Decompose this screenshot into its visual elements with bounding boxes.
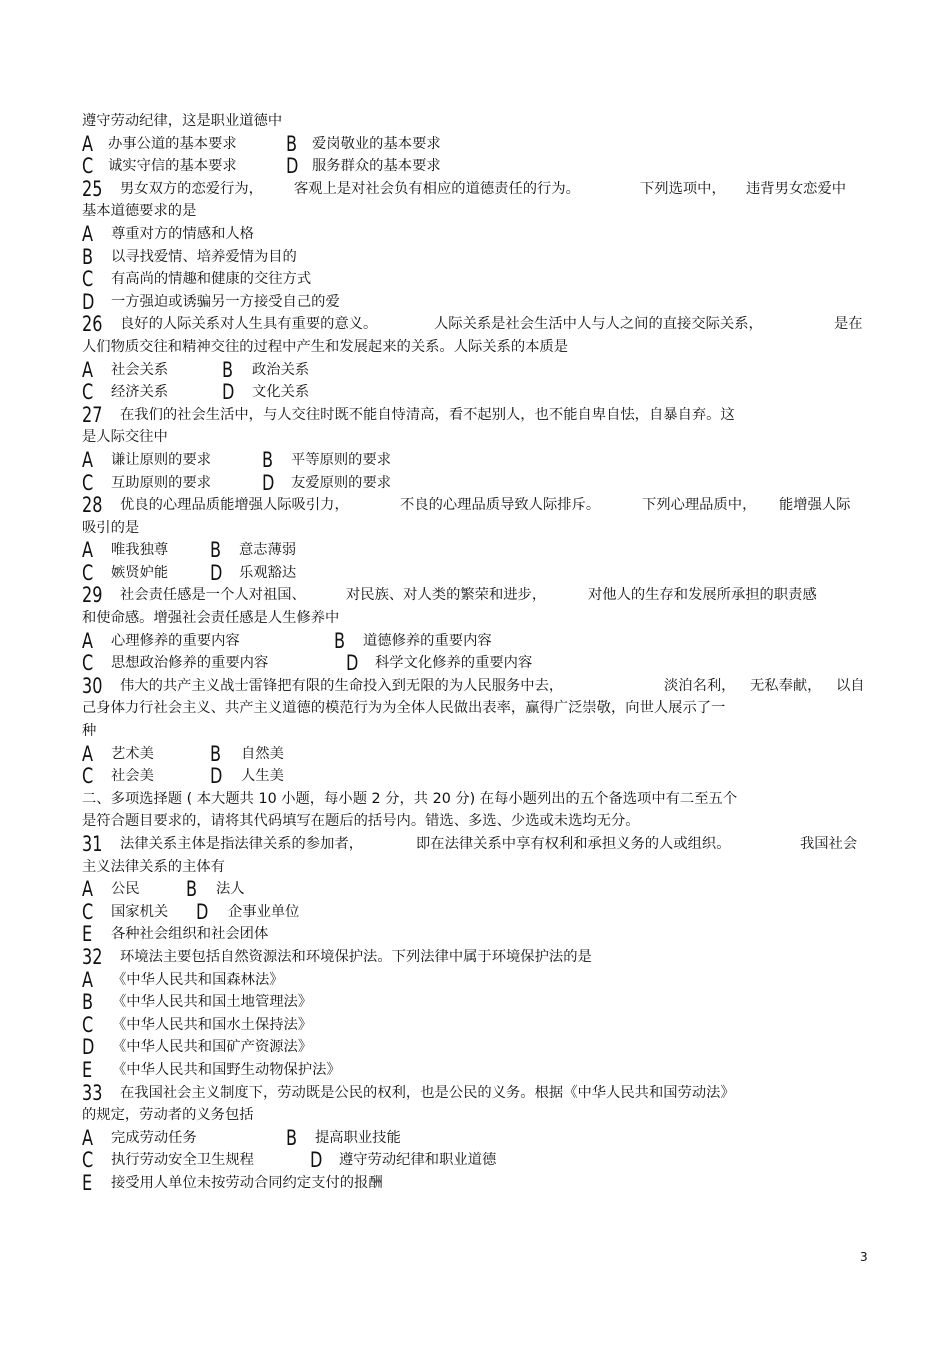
question-number: 27 [82,402,103,427]
q30-option-d: D 人生美 [210,764,284,789]
q29-option-c: C 思想政治修养的重要内容 [82,651,269,676]
question-number: 25 [82,176,103,201]
q27-option-d: D 友爱原则的要求 [262,470,392,495]
q25-option-c: C 有高尚的情趣和健康的交往方式 [82,267,312,292]
q24-option-c: C 诚实守信的基本要求 [82,154,237,179]
question-30-line-1: 30 伟大的共产主义战士雷锋把有限的生命投入到无限的为人民服务中去， 淡泊名利， 无私奉献， 以自 [82,673,865,698]
q24-options-row-1 [82,133,872,156]
q32-option-a: A 《中华人民共和国森林法》 [82,967,284,992]
q31-option-d: D 企事业单位 [196,899,300,924]
q26-option-a: A 社会关系 [82,357,169,382]
q25-option-b: B 以寻找爱情、培养爱情为目的 [82,244,297,269]
q33-option-b: B 提高职业技能 [286,1125,401,1150]
question-number: 32 [82,944,103,969]
q28-option-a: A 唯我独尊 [82,538,169,563]
q24-option-d: D 服务群众的基本要求 [286,154,441,179]
q32-option-c: C 《中华人民共和国水土保持法》 [82,1012,313,1037]
question-26-line-1: 26 良好的人际关系对人生具有重要的意义。 人际关系是社会生活中人与人之间的直接交际关系， 是在 [82,312,863,337]
q26-option-d: D 文化关系 [222,380,310,405]
q28-options-row-2 [82,562,872,585]
q30-options-row-2 [82,765,872,788]
q33-options-row-2 [82,1149,872,1172]
q28-option-d: D 乐观豁达 [210,560,297,585]
question-number: 29 [82,583,103,608]
q28-option-c: C 嫉贤妒能 [82,560,169,585]
q26-options-row-2 [82,381,872,404]
question-33-line-1: 33 在我国社会主义制度下，劳动既是公民的权利，也是公民的义务。根据《中华人民共和国劳动法》 [82,1080,735,1105]
question-number: 28 [82,493,103,518]
q33-option-e: E 接受用人单位未按劳动合同约定支付的报酬 [82,1170,383,1195]
question-27-line-2: 是人际交往中 [82,429,168,446]
q30-option-a: A 艺术美 [82,741,154,766]
question-29-line-2: 和使命感。增强社会责任感是人生修养中 [82,610,340,627]
q25-option-d: D 一方强迫或诱骗另一方接受自己的爱 [82,289,340,314]
q32-option-b: B 《中华人民共和国土地管理法》 [82,990,313,1015]
q27-option-b: B 平等原则的要求 [262,447,392,472]
q29-option-a: A 心理修养的重要内容 [82,628,240,653]
q26-option-b: B 政治关系 [222,357,310,382]
q27-option-c: C 互助原则的要求 [82,470,212,495]
q29-option-b: B 道德修养的重要内容 [334,628,492,653]
question-number: 33 [82,1080,103,1105]
question-26-line-2: 人们物质交往和精神交往的过程中产生和发展起来的关系。人际关系的本质是 [82,338,569,355]
q27-options-row-2 [82,472,872,495]
q26-options-row-1 [82,359,872,382]
question-30-line-3: 种 [82,723,97,740]
section-2-instructions: 是符合题目要求的，请将其代码填写在题后的括号内。错选、多选、少选或未选均无分。 [82,813,640,830]
question-25-line-2: 基本道德要求的是 [82,203,197,220]
question-32-line-1: 32 环境法主要包括自然资源法和环境保护法。下列法律中属于环境保护法的是 [82,944,592,969]
q31-option-b: B 法人 [186,877,245,902]
question-28-line-1: 28 优良的心理品质能增强人际吸引力， 不良的心理品质导致人际排斥。 下列心理品质中， 能增强人际 [82,493,851,518]
q31-options-row-2 [82,901,872,924]
q29-options-row-2 [82,652,872,675]
q25-option-a: A 尊重对方的情感和人格 [82,221,254,246]
q31-option-a: A 公民 [82,877,140,902]
q28-option-b: B 意志薄弱 [210,538,297,563]
question-31-line-1: 31 法律关系主体是指法律关系的参加者， 即在法律关系中享有权利和承担义务的人或组织。 我国社会 [82,832,858,856]
q30-option-b: B 自然美 [210,741,284,766]
question-25-line-1: 25 男女双方的恋爱行为， 客观上是对社会负有相应的道德责任的行为。 下列选项中， 违背男女恋爱中 [82,176,847,201]
question-33-line-2: 的规定，劳动者的义务包括 [82,1107,254,1124]
q31-options-row-1 [82,878,872,901]
q28-options-row-1 [82,539,872,562]
q29-option-d: D 科学文化修养的重要内容 [346,651,533,676]
question-30-line-2: 己身体力行社会主义、共产主义道德的模范行为为全体人民做出表率，赢得广泛崇敬，向世人展示了一 [82,700,726,717]
question-28-line-2: 吸引的是 [82,519,140,536]
q30-options-row-1 [82,743,872,766]
exam-page [82,110,872,1195]
q31-option-c: C 国家机关 [82,899,169,924]
q26-option-c: C 经济关系 [82,380,169,405]
q31-option-e: E 各种社会组织和社会团体 [82,922,269,947]
page-number: 3 [860,1250,868,1264]
section-2-heading: 二、多项选择题 ( 本大题共 10 小题，每小题 2 分，共 20 分) 在每小题列出的五个备选项中有二至五个 [82,790,738,807]
q33-options-row-1 [82,1127,872,1150]
q33-option-d: D 遵守劳动纪律和职业道德 [310,1148,497,1173]
q24-options-row-2 [82,155,872,178]
q27-option-a: A 谦让原则的要求 [82,447,212,472]
q27-options-row-1 [82,449,872,472]
q33-option-c: C 执行劳动安全卫生规程 [82,1148,254,1173]
q24-option-b: B 爱岗敬业的基本要求 [286,131,441,156]
q30-option-c: C 社会美 [82,764,154,789]
question-24-stem: 遵守劳动纪律，这是职业道德中 [82,113,283,129]
question-number: 26 [82,312,103,337]
question-number: 31 [82,832,103,856]
q32-option-e: E 《中华人民共和国野生动物保护法》 [82,1057,341,1082]
q32-option-d: D 《中华人民共和国矿产资源法》 [82,1035,313,1060]
question-27-line-1: 27 在我们的社会生活中，与人交往时既不能自恃清高，看不起别人，也不能自卑自怯，自暴自弃。这 [82,402,735,427]
q29-options-row-1 [82,630,872,653]
q24-option-a: A 办事公道的基本要求 [82,131,237,156]
question-29-line-1: 29 社会责任感是一个人对祖国、 对民族、对人类的繁荣和进步， 对他人的生存和发展所承担的职责感 [82,583,817,608]
q33-option-a: A 完成劳动任务 [82,1125,197,1150]
question-31-line-2: 主义法律关系的主体有 [82,858,225,875]
question-number: 30 [82,673,103,698]
